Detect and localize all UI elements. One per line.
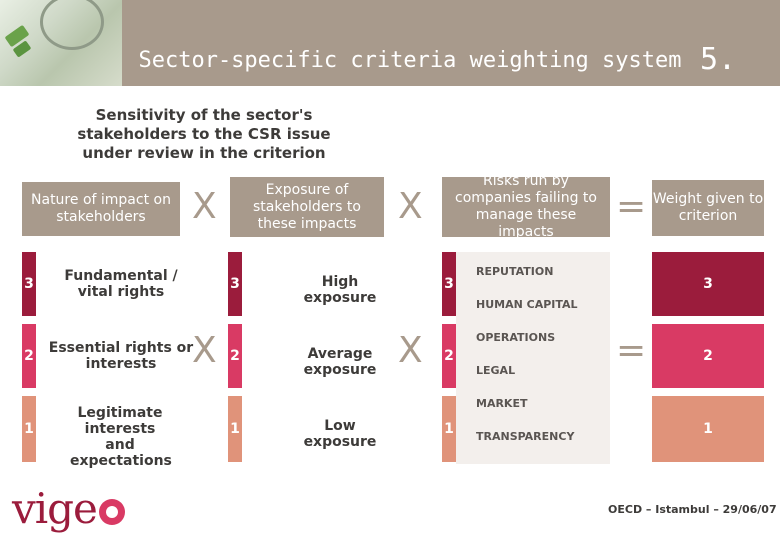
nature-score-3: 3 — [22, 252, 36, 316]
equals-operator: = — [616, 330, 647, 371]
risk-item: MARKET — [476, 397, 528, 410]
risk-item: HUMAN CAPITAL — [476, 298, 578, 311]
nature-label-2: Essential rights or interests — [48, 340, 194, 372]
slide-title: Sector-specific criteria weighting system — [138, 48, 682, 73]
nature-label-1: Legitimate interests and expectations — [70, 405, 172, 469]
exposure-label-3: High exposure — [303, 274, 377, 306]
exposure-score-1: 1 — [228, 396, 242, 462]
slide-number: 5. — [700, 42, 737, 77]
exposure-label-2: Average exposure — [303, 346, 377, 378]
risk-item: OPERATIONS — [476, 331, 556, 344]
header-photo — [0, 0, 122, 86]
equals-operator: = — [616, 186, 647, 227]
risk-score-2: 2 — [442, 324, 456, 388]
multiply-operator: X — [398, 330, 423, 371]
weight-box-1: 1 — [652, 396, 764, 462]
risk-item: REPUTATION — [476, 265, 554, 278]
nature-score-2: 2 — [22, 324, 36, 388]
exposure-label-1: Low exposure — [303, 418, 377, 450]
risk-item: TRANSPARENCY — [476, 430, 575, 443]
footer-event: OECD – Istambul – 29/06/07 — [608, 503, 777, 516]
logo-circle-icon — [99, 499, 125, 525]
header-exposure: Exposure of stakeholders to these impacts — [230, 177, 384, 237]
nature-score-1: 1 — [22, 396, 36, 462]
header-nature: Nature of impact on stakeholders — [22, 182, 180, 236]
weight-box-2: 2 — [652, 324, 764, 388]
exposure-score-3: 3 — [228, 252, 242, 316]
weight-box-3: 3 — [652, 252, 764, 316]
exposure-score-2: 2 — [228, 324, 242, 388]
risk-item: LEGAL — [476, 364, 516, 377]
multiply-operator: X — [192, 186, 217, 227]
header-weight: Weight given to criterion — [652, 180, 764, 236]
risk-score-3: 3 — [442, 252, 456, 316]
nature-label-3: Fundamental / vital rights — [64, 268, 178, 300]
intro-text: Sensitivity of the sector's stakeholders to the CSR issue under review in the criterion — [77, 106, 331, 162]
multiply-operator: X — [398, 186, 423, 227]
vigeo-logo: vige — [12, 484, 125, 533]
multiply-operator: X — [192, 330, 217, 371]
header-risks: Risks run by companies failing to manage these impacts — [442, 177, 610, 237]
risk-score-1: 1 — [442, 396, 456, 462]
magnifier-icon — [40, 0, 104, 50]
